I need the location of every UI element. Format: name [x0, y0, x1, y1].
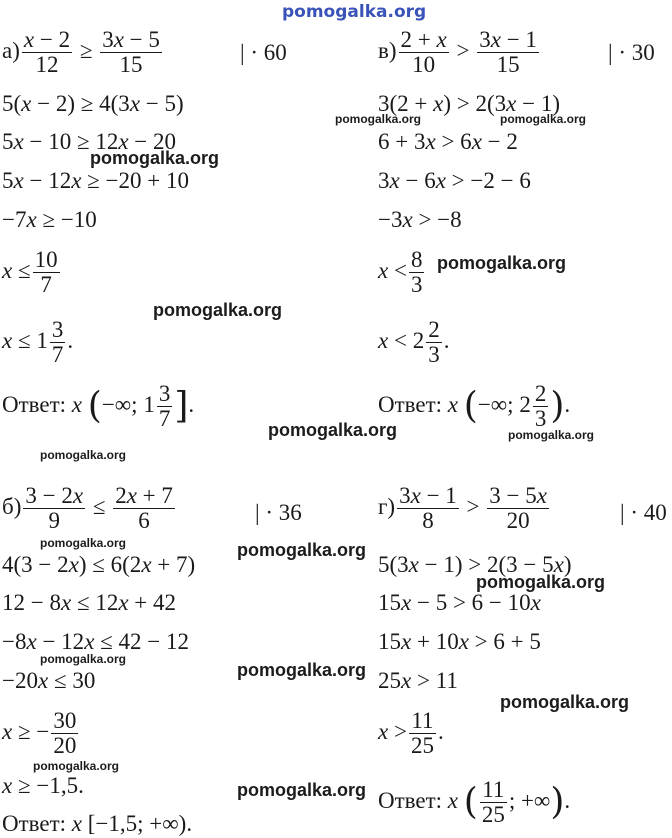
- problem-g-sign: >: [466, 493, 480, 519]
- problem-b-step-4: −20x ≤ 30: [2, 668, 96, 693]
- problem-g-fraction-left: $\frac{3x - 1}{8}$: [399, 483, 457, 533]
- watermark: pomogalka.org: [40, 448, 127, 462]
- problem-a-step-5-fraction: $\frac{10}{7}$: [34, 247, 58, 297]
- site-watermark: pomogalka.org: [282, 2, 427, 22]
- problem-g-step-5: x > $\frac{11}{25}$ .: [378, 708, 444, 758]
- problem-v-step-6-fraction: $\frac{2}{3}$: [428, 317, 440, 367]
- watermark: pomogalka.org: [90, 148, 220, 168]
- problem-b-sign: ≤: [92, 493, 106, 519]
- problem-v-step-6: x < 2 $\frac{2}{3}$ .: [378, 317, 450, 367]
- problem-v-multiplier: | · 30: [608, 40, 655, 65]
- problem-v-step-4: −3x > −8: [378, 207, 462, 232]
- answer-label: Ответ:: [2, 391, 67, 417]
- watermark: pomogalka.org: [237, 780, 367, 800]
- problem-a-sign: ≥: [79, 37, 93, 63]
- watermark: pomogalka.org: [40, 536, 127, 550]
- problem-g-step-2: 15x − 5 > 6 − 10x: [378, 590, 541, 615]
- problem-b-step-5: x ≥ − $\frac{30}{20}$: [2, 708, 77, 758]
- problem-a-fraction-left: $\frac{x - 2}{12}$: [23, 27, 71, 77]
- problem-b-step-6: x ≥ −1,5.: [2, 773, 84, 798]
- problem-v-answer: Ответ: x (−∞; 2 $\frac{2}{3}$ ).: [378, 381, 571, 431]
- watermark: pomogalka.org: [40, 652, 127, 666]
- problem-a-answer: Ответ: x (−∞; 1 $\frac{3}{7}$ ].: [2, 381, 195, 431]
- problem-b-header: [2, 484, 177, 533]
- problem-b-step-1: 4(3 − 2x) ≤ 6(2x + 7): [2, 552, 196, 577]
- answer-label: Ответ:: [378, 787, 443, 813]
- problem-v-step-2: 6 + 3x > 6x − 2: [378, 129, 518, 154]
- problem-a-step-1: 5(x − 2) ≥ 4(3x − 5): [2, 91, 184, 116]
- problem-b-multiplier: | · 36: [255, 500, 302, 525]
- problem-b-fraction-right: $\frac{2x + 7}{6}$: [115, 483, 173, 533]
- problem-v-fraction-right: $\frac{3x - 1}{15}$: [479, 27, 537, 77]
- problem-v-step-3: 3x − 6x > −2 − 6: [378, 168, 531, 193]
- problem-b-answer: Ответ: x [−1,5; +∞).: [2, 811, 193, 836]
- problem-a-label: а): [2, 37, 20, 63]
- problem-v-fraction-left: $\frac{2 + x}{10}$: [400, 27, 447, 77]
- problem-v-step-1: 3(2 + x) > 2(3x − 1): [378, 91, 561, 116]
- answer-label: Ответ:: [378, 391, 443, 417]
- answer-label: Ответ:: [2, 811, 67, 836]
- watermark: pomogalka.org: [33, 759, 120, 773]
- problem-b-label: б): [2, 493, 22, 519]
- watermark: pomogalka.org: [153, 300, 283, 320]
- watermark: pomogalka.org: [437, 253, 567, 273]
- problem-v-sign: >: [456, 37, 470, 63]
- problem-v-label: в): [378, 37, 397, 63]
- problem-b-step-5-fraction: $\frac{30}{20}$: [53, 708, 77, 758]
- problem-g-step-4: 25x > 11: [378, 668, 458, 693]
- problem-g-multiplier: | · 40: [620, 500, 667, 525]
- problem-g-label: г): [378, 493, 396, 519]
- problem-b-fraction-left: $\frac{3 - 2x}{9}$: [25, 483, 84, 533]
- problem-b-step-3: −8x − 12x ≤ 42 − 12: [2, 629, 190, 654]
- problem-g-step-1: 5(3x − 1) > 2(3 − 5x): [378, 552, 572, 577]
- watermark: pomogalka.org: [237, 540, 367, 560]
- watermark: pomogalka.org: [500, 112, 587, 126]
- problem-v-step-5-fraction: $\frac{8}{3}$: [410, 247, 423, 297]
- problem-a-step-5: x ≤ $\frac{10}{7}$: [2, 247, 58, 297]
- problem-v-header: [378, 28, 541, 77]
- problem-a-fraction-right: $\frac{3x - 5}{15}$: [102, 27, 160, 77]
- problem-a-step-6: x ≤ 1 $\frac{3}{7}$ .: [2, 317, 74, 367]
- watermark: pomogalka.org: [476, 572, 606, 592]
- watermark: pomogalka.org: [500, 692, 630, 712]
- problem-v-step-5: x < $\frac{8}{3}$: [378, 247, 423, 297]
- problem-g-header: [378, 484, 551, 533]
- watermark: pomogalka.org: [268, 420, 398, 440]
- problem-a-step-3: 5x − 12x ≥ −20 + 10: [2, 168, 189, 193]
- problem-a-multiplier: | · 60: [240, 40, 287, 65]
- problem-a-step-4: −7x ≥ −10: [2, 207, 97, 232]
- problem-a-step-2: 5x − 10 ≥ 12x − 20: [2, 129, 177, 154]
- problem-g-answer: Ответ: x ( $\frac{11}{25}$ ; +∞).: [378, 777, 571, 827]
- watermark: pomogalka.org: [508, 428, 595, 442]
- problem-g-step-3: 15x + 10x > 6 + 5: [378, 629, 541, 654]
- problem-g-step-5-fraction: $\frac{11}{25}$: [410, 708, 434, 758]
- problem-a-header: [2, 28, 164, 77]
- problem-g-fraction-right: $\frac{3 - 5x}{20}$: [489, 483, 547, 533]
- problem-a-step-6-fraction: $\frac{3}{7}$: [51, 317, 64, 367]
- watermark: pomogalka.org: [237, 660, 367, 680]
- watermark: pomogalka.org: [335, 112, 422, 126]
- problem-b-step-2: 12 − 8x ≤ 12x + 42: [2, 590, 177, 615]
